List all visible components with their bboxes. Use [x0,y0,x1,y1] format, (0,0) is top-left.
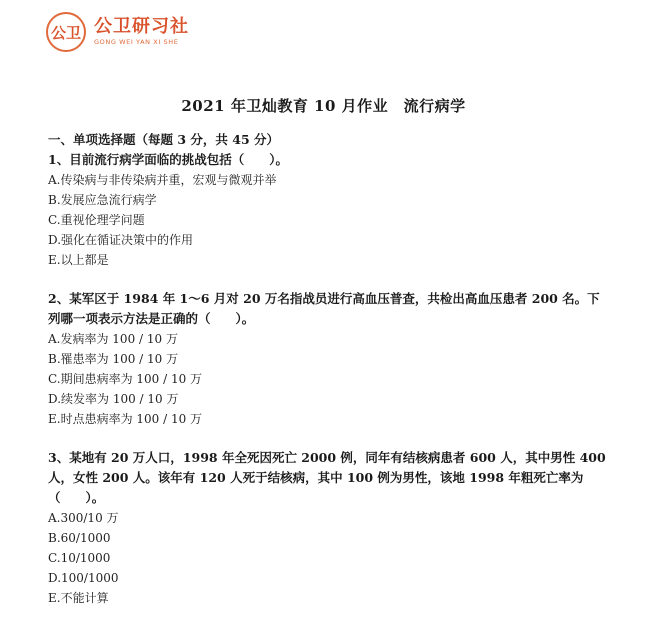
question-2 [48,289,608,429]
option-e: E.不能计算 [48,591,109,605]
question-stem: 1、目前流行病学面临的挑战包括（ ）。 [48,152,288,167]
question-stem: 3、某地有 20 万人口，1998 年全死因死亡 2000 例，同年有结核病患者 600 人，其中男性 400 人，女性 200 人。该年有 120 人死于结核病，其中 100 例为男性，该地 1998 年粗死亡率为（ ）。 [48,450,606,505]
option-e: E.以上都是 [48,253,109,267]
option-d: D.100/1000 [48,571,119,585]
document-title: 2021 年卫灿教育 10 月作业 流行病学 [181,97,466,115]
option-b: B.60/1000 [48,531,111,545]
question-3 [48,448,608,608]
option-d: D.续发率为 100 / 10 万 [48,392,179,406]
brand-name-en: GONG WEI YAN XI SHE [94,38,179,46]
brand-logo [46,12,189,52]
brand-name-cn: 公卫研习社 [94,16,189,37]
option-c: C.10/1000 [48,551,111,565]
option-c: C.期间患病率为 100 / 10 万 [48,372,203,386]
option-e: E.时点患病率为 100 / 10 万 [48,412,203,426]
option-a: A.300/10 万 [48,511,119,525]
option-a: A.发病率为 100 / 10 万 [48,332,178,346]
logo-seal-icon: 公卫 [46,12,86,52]
option-a: A.传染病与非传染病并重，宏观与微观并举 [48,173,277,187]
option-c: C.重视伦理学问题 [48,213,145,227]
question-1 [48,150,608,270]
brand-text [94,17,189,47]
document-body [48,130,608,608]
option-b: B.发展应急流行病学 [48,193,157,207]
section-heading: 一、单项选择题（每题 3 分，共 45 分） [48,132,280,147]
question-stem: 2、某军区于 1984 年 1～6 月对 20 万名指战员进行高血压普查，共检出高血压患者 200 名。下列哪一项表示方法是正确的（ ）。 [48,291,600,326]
option-b: B.罹患率为 100 / 10 万 [48,352,179,366]
option-d: D.强化在循证决策中的作用 [48,233,194,247]
